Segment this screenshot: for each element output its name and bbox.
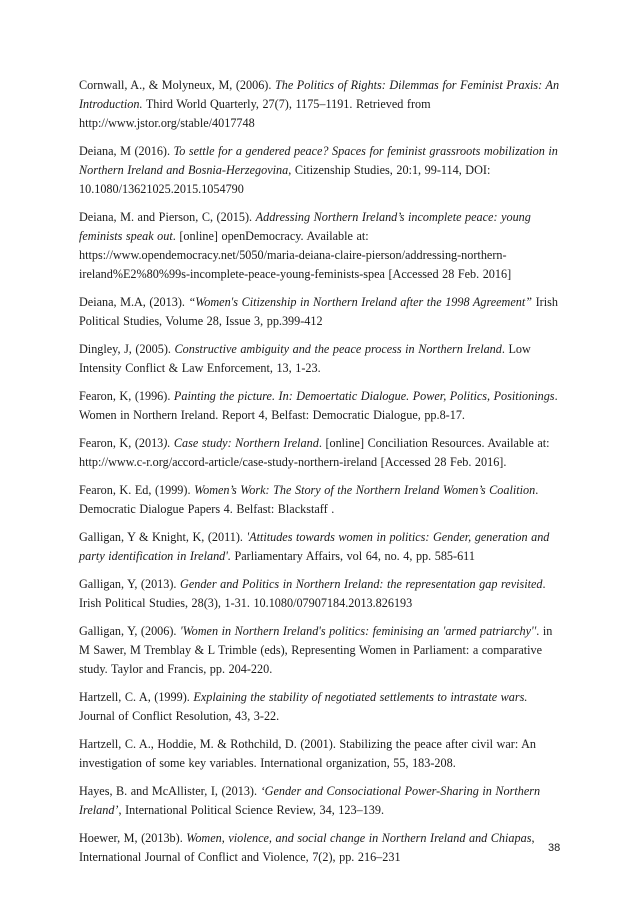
reference-title: Women, violence, and social change in Northern Ireland and Chiapas [186,831,532,845]
reference-details: . Women in Northern Ireland. Report 4, Belfast: Democratic Dialogue, pp.8-17. [79,389,558,422]
reference-details: . Democratic Dialogue Papers 4. Belfast: Blackstaff . [79,483,539,516]
reference-entry [79,735,565,773]
reference-list [79,76,565,876]
reference-entry [79,528,565,566]
reference-authors: Galligan, Y, (2006). [79,624,181,638]
reference-authors: Fearon, K, (1996). [79,389,174,403]
reference-title: Explaining the stability of negotiated settlements to intrastate wars. [193,690,528,704]
reference-title: Constructive ambiguity and the peace process in Northern Ireland [174,342,502,356]
reference-entry [79,293,565,331]
reference-title: The Politics of Rights: Dilemmas for Feminist Praxis: An Introduction. [79,78,560,111]
reference-authors: Fearon, K, (2013 [79,436,164,450]
reference-details: , International Journal of Conflict and Violence, 7(2), pp. 216–231 [79,831,535,864]
reference-entry [79,142,565,199]
reference-title: To settle for a gendered peace? Spaces for feminist grassroots mobilization in Northern Ireland and Bosnia-Herzegovina [79,144,558,177]
reference-authors: Deiana, M.A, (2013). [79,295,189,309]
reference-details: Journal of Conflict Resolution, 43, 3-22. [79,709,280,723]
reference-title: Women’s Work: The Story of the Northern Ireland Women’s Coalition [194,483,536,497]
reference-title: 'Attitudes towards women in politics: Gender, generation and party identification in Ireland'. [79,530,550,563]
reference-authors: Galligan, Y & Knight, K, (2011). [79,530,247,544]
reference-authors: Cornwall, A., & Molyneux, M, (2006). [79,78,275,92]
reference-entry [79,688,565,726]
reference-entry [79,782,565,820]
reference-title: ‘Gender and Consociational Power-Sharing in Northern Ireland’ [79,784,541,817]
reference-title: “Women's Citizenship in Northern Ireland after the 1998 Agreement” [188,295,533,309]
reference-entry [79,76,565,133]
reference-details: Parliamentary Affairs, vol 64, no. 4, pp. 585-611 [230,549,475,563]
reference-details: Third World Quarterly, 27(7), 1175–1191. Retrieved from http://www.jstor.org/stable/4017748 [79,97,431,130]
reference-details: , Citizenship Studies, 20:1, 99-114, DOI: 10.1080/13621025.2015.1054790 [79,163,491,196]
reference-entry [79,481,565,519]
reference-details: , International Political Science Review, 34, 123–139. [118,803,385,817]
reference-details: Irish Political Studies, Volume 28, Issue 3, pp.399-412 [79,295,558,328]
reference-authors: Hayes, B. and McAllister, I, (2013). [79,784,261,798]
reference-title: Painting the picture. In: Demoertatic Dialogue. Power, Politics, Positionings [173,389,555,403]
reference-details: . Low Intensity Conflict & Law Enforcement, 13, 1-23. [79,342,531,375]
reference-authors: Hartzell, C. A., Hoddie, M. & Rothchild, D. (2001). Stabilizing the peace after civil war: An investigation of some key variables. International organization, 55, 183-208. [79,737,536,770]
reference-entry [79,575,565,613]
reference-details: . Irish Political Studies, 28(3), 1-31. 10.1080/07907184.2013.826193 [79,577,546,610]
reference-authors: Hoewer, M, (2013b). [79,831,187,845]
reference-details: . [online] Conciliation Resources. Available at: http://www.c-r.org/accord-article/case-study-northern-ireland [Accessed 28 Feb. 2016]. [79,436,550,469]
reference-title: Addressing Northern Ireland’s incomplete peace: young feminists speak out [79,210,531,243]
reference-title: ). Case study: Northern Ireland [163,436,319,450]
reference-details: . in M Sawer, M Tremblay & L Trimble (eds), Representing Women in Parliament: a comparative study. Taylor and Francis, pp. 204-220. [79,624,553,676]
reference-entry [79,387,565,425]
reference-details: . [online] openDemocracy. Available at: https://www.opendemocracy.net/5050/maria-deiana-claire-pierson/addressing-northern-ireland%E2%80%99s-incomplete-peace-young-feminists-spea [Accessed 28 Feb. 2016] [79,229,512,281]
reference-authors: Dingley, J, (2005). [79,342,175,356]
reference-authors: Fearon, K. Ed, (1999). [79,483,195,497]
reference-title: 'Women in Northern Ireland's politics: feminising an 'armed patriarchy'' [180,624,537,638]
reference-authors: Galligan, Y, (2013). [79,577,181,591]
reference-entry [79,622,565,679]
reference-authors: Deiana, M (2016). [79,144,174,158]
reference-entry [79,208,565,284]
reference-entry [79,829,565,867]
reference-title: Gender and Politics in Northern Ireland: the representation gap revisited [180,577,543,591]
reference-entry [79,340,565,378]
reference-authors: Hartzell, C. A, (1999). [79,690,194,704]
reference-entry [79,434,565,472]
reference-authors: Deiana, M. and Pierson, C, (2015). [79,210,256,224]
page-number: 38 [548,842,561,854]
